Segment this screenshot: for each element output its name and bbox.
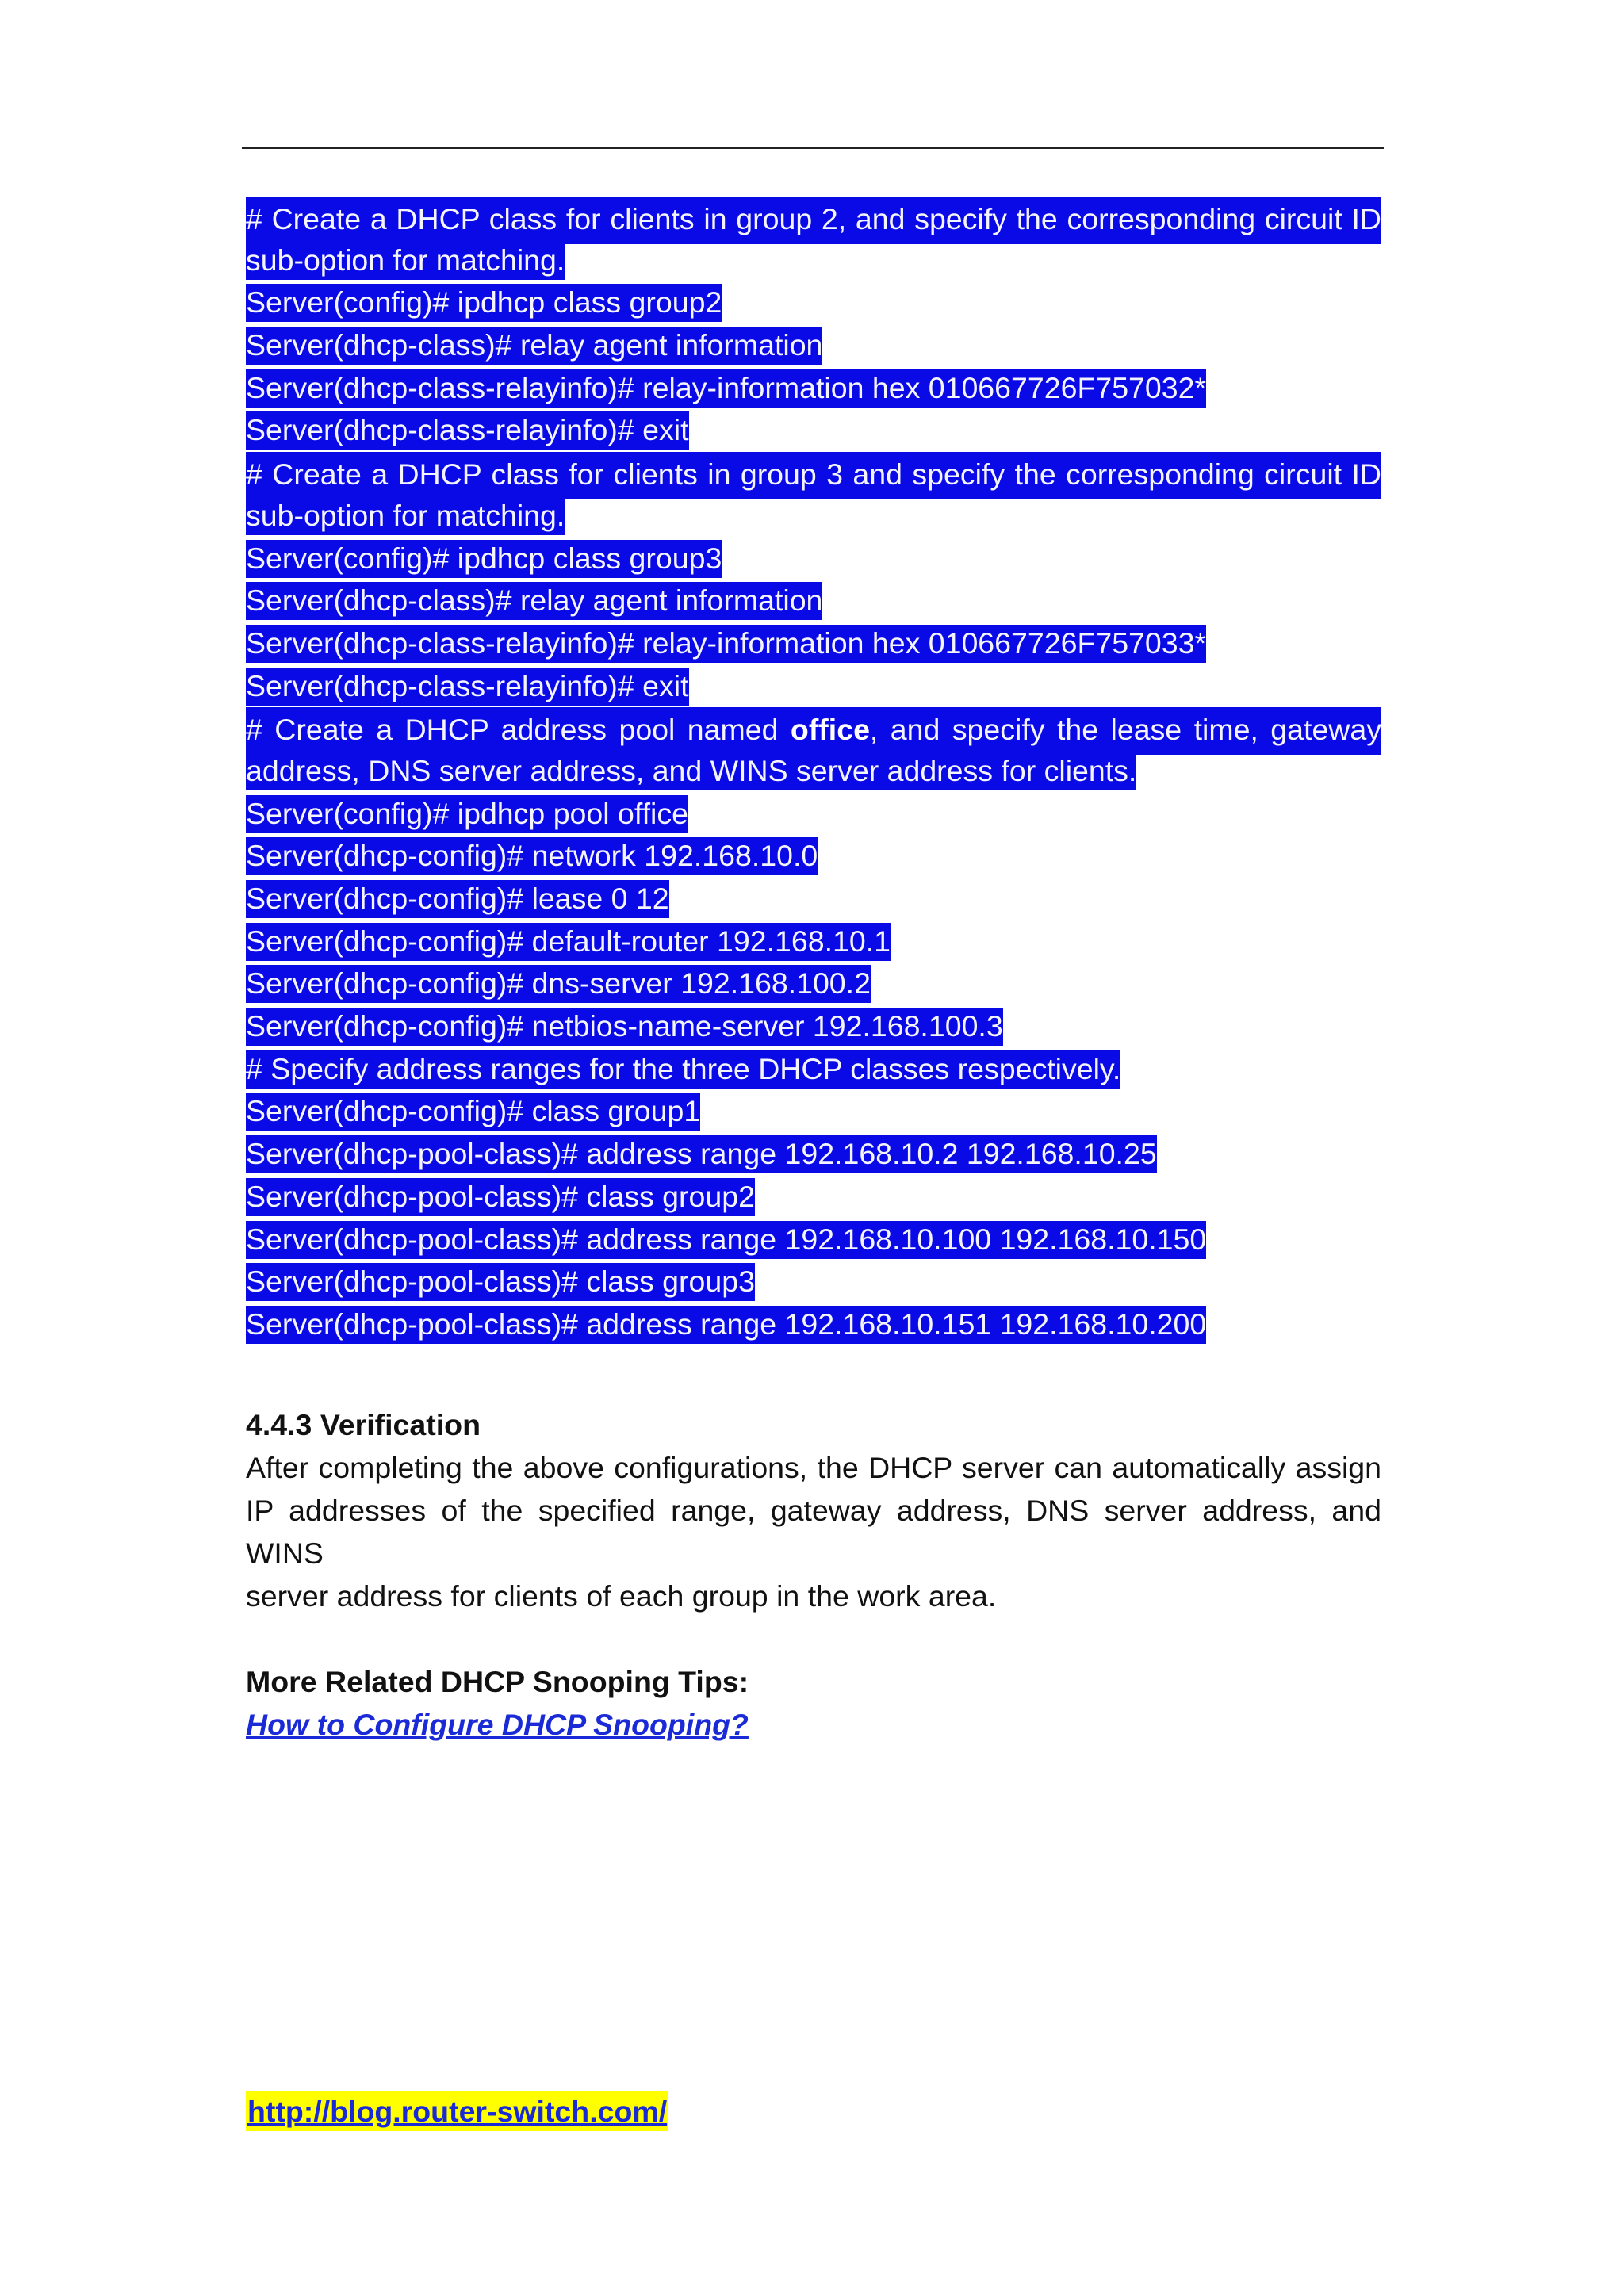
config-line [246,580,1381,622]
config-text: # Create a DHCP address pool named [246,713,791,747]
highlighted-text [246,837,818,875]
config-text: Server(dhcp-config)# lease 0 12 [246,882,669,915]
config-line [246,538,1381,580]
highlighted-text [246,707,1381,755]
config-line [246,495,1381,538]
highlighted-text [246,1135,1157,1173]
highlighted-text [246,795,688,833]
pool-name-bold: office [790,713,870,747]
highlighted-text [246,752,1136,790]
config-text: Server(dhcp-pool-class)# address range 192.168.10.100 192.168.10.150 [246,1222,1207,1256]
section-title-verification: 4.4.3 Verification [246,1407,481,1441]
config-text-after: , and specify the lease time, gateway [869,713,1381,747]
highlighted-text [246,540,722,578]
config-text: sub-option for matching. [246,243,565,277]
verification-line: After completing the above configurations, the DHCP server can automatically assign [246,1450,1381,1484]
config-text: Server(dhcp-class-relayinfo)# relay-information hex 010667726F757032* [246,370,1207,404]
config-text: Server(dhcp-pool-class)# address range 192.168.10.2 192.168.10.25 [246,1137,1157,1171]
config-line [246,1303,1381,1346]
config-text: Server(config)# ipdhcp pool office [246,796,688,830]
config-line [246,1090,1381,1133]
config-text: # Create a DHCP class for clients in group 2, and specify the corresponding circuit ID [246,202,1381,235]
highlighted-text [246,327,822,365]
config-text: address, DNS server address, and WINS server address for clients. [246,753,1137,787]
config-line [246,452,1381,495]
config-line [246,793,1381,836]
config-text: # Create a DHCP class for clients in group 3 and specify the corresponding circuit ID [246,457,1381,492]
config-text: Server(dhcp-config)# class group1 [246,1094,701,1128]
config-line [246,962,1381,1005]
highlighted-text [246,284,722,322]
document-body [246,197,1381,1746]
config-text: Server(config)# ipdhcp class group3 [246,541,722,575]
config-line [246,197,1381,239]
config-line [246,1261,1381,1303]
config-line [246,409,1381,452]
config-text: Server(dhcp-pool-class)# class group2 [246,1179,755,1213]
highlighted-text [246,1093,700,1131]
config-line [246,1133,1381,1176]
highlighted-text [246,242,565,280]
highlighted-text [246,452,1381,499]
config-text: sub-option for matching. [246,498,565,532]
config-line [246,878,1381,920]
highlighted-text [246,411,689,450]
highlighted-text [246,1221,1206,1259]
config-text: Server(dhcp-class-relayinfo)# exit [246,668,689,702]
verification-line: IP addresses of the specified range, gateway address, DNS server address, and WINS [246,1493,1381,1570]
config-commands-block [246,197,1381,1346]
footer-url-link[interactable]: http://blog.router-switch.com/ [246,2091,668,2131]
config-text: Server(dhcp-pool-class)# class group3 [246,1265,755,1299]
config-text: Server(dhcp-class-relayinfo)# exit [246,413,689,447]
config-line [246,281,1381,324]
dhcp-snooping-link[interactable]: How to Configure DHCP Snooping? [246,1707,749,1741]
config-line [246,750,1381,793]
highlighted-text [246,923,891,961]
config-text: Server(dhcp-config)# network 192.168.10.0 [246,839,818,873]
highlighted-text [246,582,822,620]
highlighted-text [246,197,1381,244]
config-text: Server(dhcp-pool-class)# address range 192.168.10.151 192.168.10.200 [246,1307,1207,1341]
config-text: Server(config)# ipdhcp class group2 [246,285,722,320]
highlighted-text [246,880,669,918]
verification-paragraph [246,1446,1381,1617]
config-line [246,324,1381,367]
highlighted-text [246,1050,1120,1089]
config-line [246,1176,1381,1219]
highlighted-text [246,1306,1206,1344]
header-rule [242,147,1384,149]
config-text: Server(dhcp-class)# relay agent information [246,328,823,362]
config-text: Server(dhcp-class)# relay agent information [246,584,823,618]
config-line [246,1048,1381,1091]
config-line [246,835,1381,878]
config-line [246,622,1381,665]
config-line [246,707,1381,750]
highlighted-text [246,1178,755,1216]
config-line [246,239,1381,282]
config-line [246,1005,1381,1048]
config-line [246,920,1381,963]
config-text: Server(dhcp-config)# netbios-name-server 192.168.100.3 [246,1009,1003,1043]
config-line [246,665,1381,708]
tips-title: More Related DHCP Snooping Tips: [246,1664,749,1698]
highlighted-text [246,668,689,706]
highlighted-text [246,369,1206,408]
highlighted-text [246,1263,755,1301]
config-text: Server(dhcp-config)# default-router 192.168.10.1 [246,924,891,958]
config-line [246,367,1381,410]
highlighted-text [246,625,1206,663]
highlighted-text [246,497,565,535]
verification-line: server address for clients of each group in the work area. [246,1578,997,1613]
highlighted-text [246,965,871,1003]
highlighted-text [246,1008,1003,1046]
config-text: # Specify address ranges for the three DHCP classes respectively. [246,1051,1121,1085]
config-text: Server(dhcp-class-relayinfo)# relay-information hex 010667726F757033* [246,626,1207,660]
config-text: Server(dhcp-config)# dns-server 192.168.100.2 [246,966,871,1001]
config-line [246,1219,1381,1261]
